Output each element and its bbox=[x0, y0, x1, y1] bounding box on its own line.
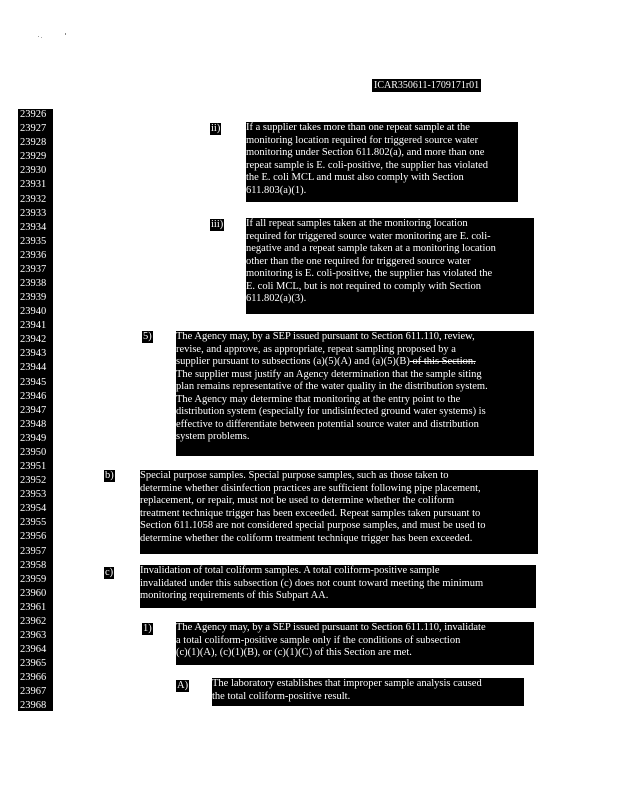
line-number: 23964 bbox=[18, 644, 53, 659]
line-number: 23960 bbox=[18, 588, 53, 603]
document-id: ICAR350611-1709171r01 bbox=[374, 80, 480, 91]
text-line: monitoring is E. coli-positive, the supplier has violated the bbox=[246, 268, 493, 279]
text-line: the total coliform-positive result. bbox=[212, 690, 351, 702]
line-number: 23950 bbox=[18, 447, 53, 462]
line-number: 23953 bbox=[18, 489, 53, 504]
paragraph-iii bbox=[246, 218, 534, 314]
line-number: 23930 bbox=[18, 165, 53, 180]
item-label-A: A) bbox=[177, 680, 189, 691]
text-line: required for triggered source water monitoring are E. coli- bbox=[246, 230, 491, 242]
text-line: The laboratory establishes that improper sample analysis caused bbox=[212, 678, 482, 689]
text-line: monitoring requirements of this Subpart AA. bbox=[140, 590, 329, 601]
text-line: negative and a repeat sample taken at a monitoring location bbox=[246, 243, 496, 254]
retained-text: supplier pursuant to subsections (a)(5)(A) and (a)(5)(B) bbox=[176, 356, 410, 367]
line-number: 23938 bbox=[18, 278, 53, 293]
text-line: determine whether disinfection practices are sufficient following pipe placement, bbox=[140, 482, 481, 494]
line-number: 23966 bbox=[18, 672, 53, 687]
line-number: 23958 bbox=[18, 560, 53, 575]
text-line: replacement, or repair, must not be used to determine whether the coliform bbox=[140, 495, 455, 506]
line-number: 23936 bbox=[18, 250, 53, 265]
paragraph-c bbox=[140, 565, 536, 608]
text-line: The supplier must justify an Agency determination that the sample siting bbox=[176, 368, 482, 380]
line-number: 23963 bbox=[18, 630, 53, 645]
line-number: 23927 bbox=[18, 123, 53, 138]
text-line: The Agency may, by a SEP issued pursuant to Section 611.110, invalidate bbox=[176, 622, 486, 633]
text-line: system problems. bbox=[176, 431, 250, 442]
paragraph-ii bbox=[246, 122, 518, 202]
paragraph-c1 bbox=[176, 622, 534, 665]
text-line: Invalidation of total coliform samples. A total coliform-positive sample bbox=[140, 565, 440, 576]
line-number: 23933 bbox=[18, 208, 53, 223]
line-number: 23948 bbox=[18, 419, 53, 434]
line-number: 23935 bbox=[18, 236, 53, 251]
scan-speck-marks bbox=[36, 32, 70, 40]
text-line: a total coliform-positive sample only if the conditions of subsection bbox=[176, 634, 461, 646]
line-number: 23962 bbox=[18, 616, 53, 631]
text-line: 611.803(a)(1). bbox=[246, 184, 307, 196]
text-line: plan remains representative of the water quality in the distribution system. bbox=[176, 381, 488, 392]
item-label-c: c) bbox=[105, 567, 114, 578]
item-label-iii: iii) bbox=[211, 219, 224, 230]
text-line: monitoring location required for triggered source water bbox=[246, 134, 479, 146]
text-line: If all repeat samples taken at the monitoring location bbox=[246, 218, 468, 229]
text-line: (c)(1)(A), (c)(1)(B), or (c)(1)(C) of this Section are met. bbox=[176, 647, 412, 658]
line-number: 23959 bbox=[18, 574, 53, 589]
line-number: 23961 bbox=[18, 602, 53, 617]
item-label-b: b) bbox=[105, 470, 114, 481]
line-number: 23934 bbox=[18, 222, 53, 237]
line-number: 23955 bbox=[18, 517, 53, 532]
line-number: 23939 bbox=[18, 292, 53, 307]
text-line: Special purpose samples. Special purpose samples, such as those taken to bbox=[140, 470, 449, 481]
line-number: 23949 bbox=[18, 433, 53, 448]
item-label-ii: ii) bbox=[211, 123, 221, 134]
line-number: 23943 bbox=[18, 348, 53, 363]
text-line: The Agency may, by a SEP issued pursuant to Section 611.110, review, bbox=[176, 331, 475, 342]
line-number: 23946 bbox=[18, 391, 53, 406]
line-number: 23965 bbox=[18, 658, 53, 673]
line-number: 23941 bbox=[18, 320, 53, 335]
line-number: 23937 bbox=[18, 264, 53, 279]
item-label-5: 5) bbox=[143, 331, 152, 342]
line-number: 23942 bbox=[18, 334, 53, 349]
text-line: distribution system (especially for undisinfected ground water systems) is bbox=[176, 406, 486, 417]
text-line: repeat sample is E. coli-positive, the supplier has violated bbox=[246, 159, 489, 171]
line-number: 23932 bbox=[18, 194, 53, 209]
line-number: 23967 bbox=[18, 686, 53, 701]
text-line: other than the one required for triggered source water bbox=[246, 255, 471, 267]
paragraph-b bbox=[140, 470, 538, 554]
line-number: 23954 bbox=[18, 503, 53, 518]
line-number: 23931 bbox=[18, 179, 53, 194]
text-line: determine whether the coliform treatment technique trigger has been exceeded. bbox=[140, 532, 473, 544]
line-number: 23947 bbox=[18, 405, 53, 420]
text-line: effective to differentiate between potential source water and distribution bbox=[176, 418, 479, 430]
line-number: 23957 bbox=[18, 546, 53, 561]
line-number: 23944 bbox=[18, 362, 53, 377]
line-number: 23929 bbox=[18, 151, 53, 166]
line-number: 23928 bbox=[18, 137, 53, 152]
line-number: 23926 bbox=[18, 109, 53, 124]
text-line: the E. coli MCL and must also comply with Section bbox=[246, 172, 464, 183]
text-line: revise, and approve, as appropriate, repeat sampling proposed by a bbox=[176, 343, 456, 355]
item-label-1: 1) bbox=[143, 623, 152, 634]
line-number: 23968 bbox=[18, 700, 53, 711]
text-line: E. coli MCL, but is not required to comply with Section bbox=[246, 280, 482, 292]
struck-text: of this Section. bbox=[409, 356, 476, 367]
text-line: treatment technique trigger has been exceeded. Repeat samples taken pursuant to bbox=[140, 507, 481, 519]
line-number: 23956 bbox=[18, 531, 53, 546]
line-number: 23940 bbox=[18, 306, 53, 321]
text-line: invalidated under this subsection (c) does not count toward meeting the minimum bbox=[140, 577, 484, 589]
text-line: The Agency may determine that monitoring at the entry point to the bbox=[176, 393, 461, 405]
text-line: monitoring under Section 611.802(a), and more than one bbox=[246, 147, 485, 158]
paragraph-5 bbox=[176, 331, 534, 456]
text-line-with-deletion bbox=[176, 356, 534, 369]
paragraph-A bbox=[212, 678, 524, 706]
line-number: 23945 bbox=[18, 377, 53, 392]
line-number: 23951 bbox=[18, 461, 53, 476]
text-line: Section 611.1058 are not considered special purpose samples, and must be used to bbox=[140, 520, 486, 531]
text-line: 611.802(a)(3). bbox=[246, 293, 307, 304]
line-number: 23952 bbox=[18, 475, 53, 490]
text-line: If a supplier takes more than one repeat sample at the bbox=[246, 122, 470, 133]
